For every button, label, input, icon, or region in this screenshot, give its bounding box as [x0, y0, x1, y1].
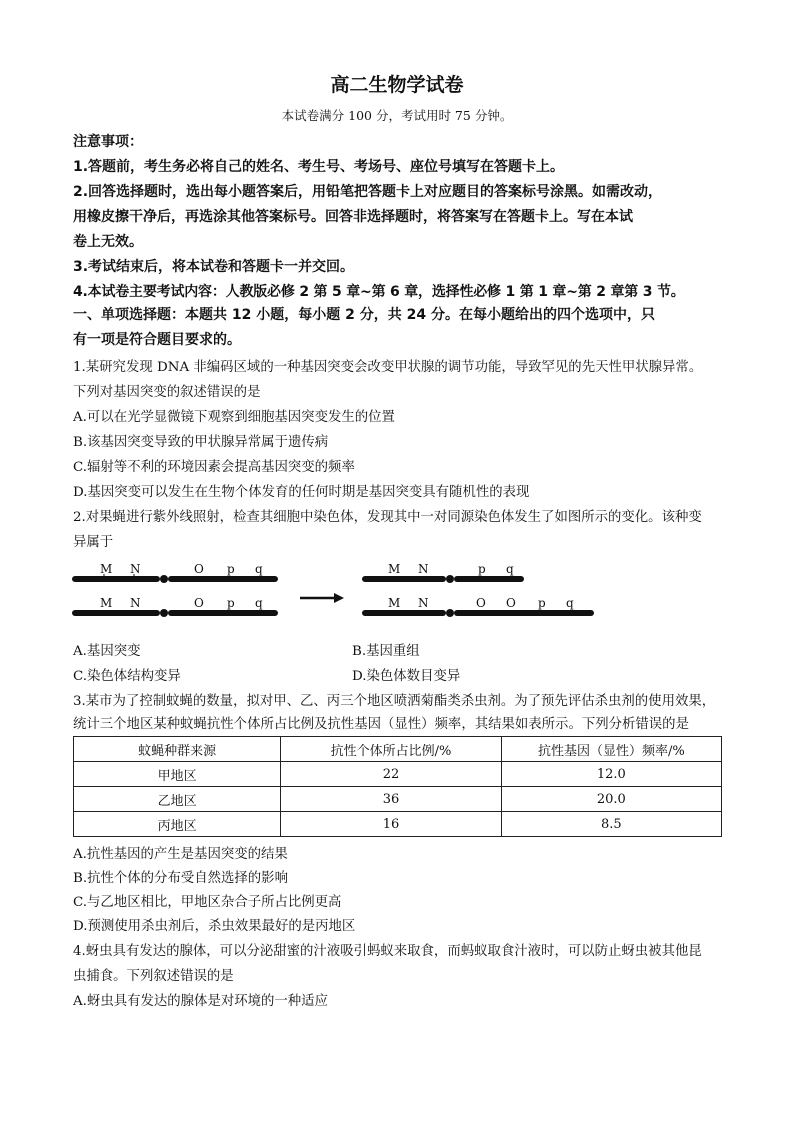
q3-stem-line-2: 统计三个地区某种蚊蝇抗性个体所占比例及抗性基因（显性）频率，其结果如表所示。下列分析错误的是 — [73, 717, 689, 732]
resistance-table — [73, 736, 722, 837]
notice-item-2-line-1: 2.回答选择题时，选出每小题答案后，用铅笔把答题卡上对应题目的答案标号涂黑。如需改动， — [73, 184, 663, 200]
chromosome-right-bottom — [362, 596, 594, 617]
table-cell: 甲地区 — [74, 762, 281, 787]
gene-label: N — [418, 562, 429, 576]
table-header-cell: 蚊蝇种群来源 — [74, 737, 281, 762]
gene-label: p — [227, 562, 235, 576]
q2-option-d: D.染色体数目变异 — [352, 669, 461, 684]
page-title: 高二生物学试卷 — [330, 74, 464, 96]
gene-label: q — [255, 596, 263, 610]
q2-option-a: A.基因突变 — [73, 644, 141, 659]
gene-label: O — [476, 596, 486, 610]
table-cell: 乙地区 — [74, 787, 281, 812]
chromosome-diagram — [70, 558, 600, 626]
gene-label: N — [418, 596, 429, 610]
table-cell: 12.0 — [501, 762, 721, 787]
gene-label: M — [100, 596, 113, 610]
gene-label: p — [538, 596, 546, 610]
q3-stem-line-1: 3.某市为了控制蚊蝇的数量，拟对甲、乙、丙三个地区喷洒菊酯类杀虫剂。为了预先评估杀虫剂的使用效果， — [73, 694, 716, 709]
chromosome-left-bottom — [72, 596, 278, 617]
notice-item-1: 1.答题前，考生务必将自己的姓名、考生号、考场号、座位号填写在答题卡上。 — [73, 159, 565, 175]
q3-option-b: B.抗性个体的分布受自然选择的影响 — [73, 871, 288, 886]
gene-label: O — [506, 596, 516, 610]
gene-label: M — [388, 596, 401, 610]
table-cell: 丙地区 — [74, 812, 281, 837]
gene-label: N — [130, 596, 141, 610]
table-header-row — [74, 737, 722, 762]
q4-option-a: A.蚜虫具有发达的腺体是对环境的一种适应 — [73, 994, 328, 1009]
table-header-cell: 抗性个体所占比例/% — [281, 737, 501, 762]
gene-label: p — [227, 596, 235, 610]
notice-item-3: 3.考试结束后，将本试卷和答题卡一并交回。 — [73, 259, 355, 275]
q2-stem-line-1: 2.对果蝇进行紫外线照射，检查其细胞中染色体，发现其中一对同源染色体发生了如图所示的变化。该种变 — [73, 510, 702, 525]
q3-option-a: A.抗性基因的产生是基因突变的结果 — [73, 847, 288, 862]
q1-option-c: C.辐射等不利的环境因素会提高基因突变的频率 — [73, 460, 355, 475]
q3-option-d: D.预测使用杀虫剂后，杀虫效果最好的是丙地区 — [73, 919, 356, 934]
chromosome-right-top — [362, 562, 524, 583]
gene-label: O — [194, 596, 204, 610]
table-cell: 22 — [281, 762, 501, 787]
q2-option-b: B.基因重组 — [352, 644, 420, 659]
gene-label: q — [506, 562, 514, 576]
table-row — [74, 787, 722, 812]
q2-stem-line-2: 异属于 — [73, 535, 114, 550]
transformation-arrow — [300, 593, 344, 603]
section-heading-line-1: 一、单项选择题：本题共 12 小题，每小题 2 分，共 24 分。在每小题给出的四个选项中，只 — [73, 307, 655, 323]
q1-option-b: B.该基因突变导致的甲状腺异常属于遗传病 — [73, 435, 329, 450]
gene-label: q — [566, 596, 574, 610]
gene-label: O — [194, 562, 204, 576]
q1-stem-line-1: 1.某研究发现 DNA 非编码区域的一种基因突变会改变甲状腺的调节功能，导致罕见的先天性甲状腺异常。 — [73, 360, 703, 375]
q1-stem-line-2: 下列对基因突变的叙述错误的是 — [73, 385, 261, 400]
gene-label: p — [478, 562, 486, 576]
gene-label: M — [100, 562, 113, 576]
table-cell: 36 — [281, 787, 501, 812]
table-header-cell: 抗性基因（显性）频率/% — [501, 737, 721, 762]
table-cell: 8.5 — [501, 812, 721, 837]
q1-option-a: A.可以在光学显微镜下观察到细胞基因突变发生的位置 — [73, 410, 395, 425]
chromosome-left-top — [72, 562, 278, 583]
table-row — [74, 762, 722, 787]
notice-item-2-line-3: 卷上无效。 — [73, 234, 143, 250]
notice-heading: 注意事项： — [73, 134, 143, 150]
q2-option-c: C.染色体结构变异 — [73, 669, 181, 684]
notice-item-2-line-2: 用橡皮擦干净后，再选涂其他答案标号。回答非选择题时，将答案写在答题卡上。写在本试 — [73, 209, 633, 225]
table-cell: 20.0 — [501, 787, 721, 812]
exam-subtitle: 本试卷满分 100 分，考试用时 75 分钟。 — [281, 108, 513, 123]
notice-item-4: 4.本试卷主要考试内容：人教版必修 2 第 5 章~第 6 章，选择性必修 1 第 1 章~第 2 章第 3 节。 — [73, 284, 685, 300]
q4-stem-line-1: 4.蚜虫具有发达的腺体，可以分泌甜蜜的汁液吸引蚂蚁来取食，而蚂蚁取食汁液时，可以防止蚜虫被其他昆 — [73, 944, 702, 959]
gene-label: q — [255, 562, 263, 576]
q1-option-d: D.基因突变可以发生在生物个体发育的任何时期是基因突变具有随机性的表现 — [73, 485, 530, 500]
gene-label: M — [388, 562, 401, 576]
q3-option-c: C.与乙地区相比，甲地区杂合子所占比例更高 — [73, 895, 342, 910]
section-heading-line-2: 有一项是符合题目要求的。 — [73, 332, 241, 348]
table-row — [74, 812, 722, 837]
q4-stem-line-2: 虫捕食。下列叙述错误的是 — [73, 969, 234, 984]
gene-label: N — [130, 562, 141, 576]
table-cell: 16 — [281, 812, 501, 837]
